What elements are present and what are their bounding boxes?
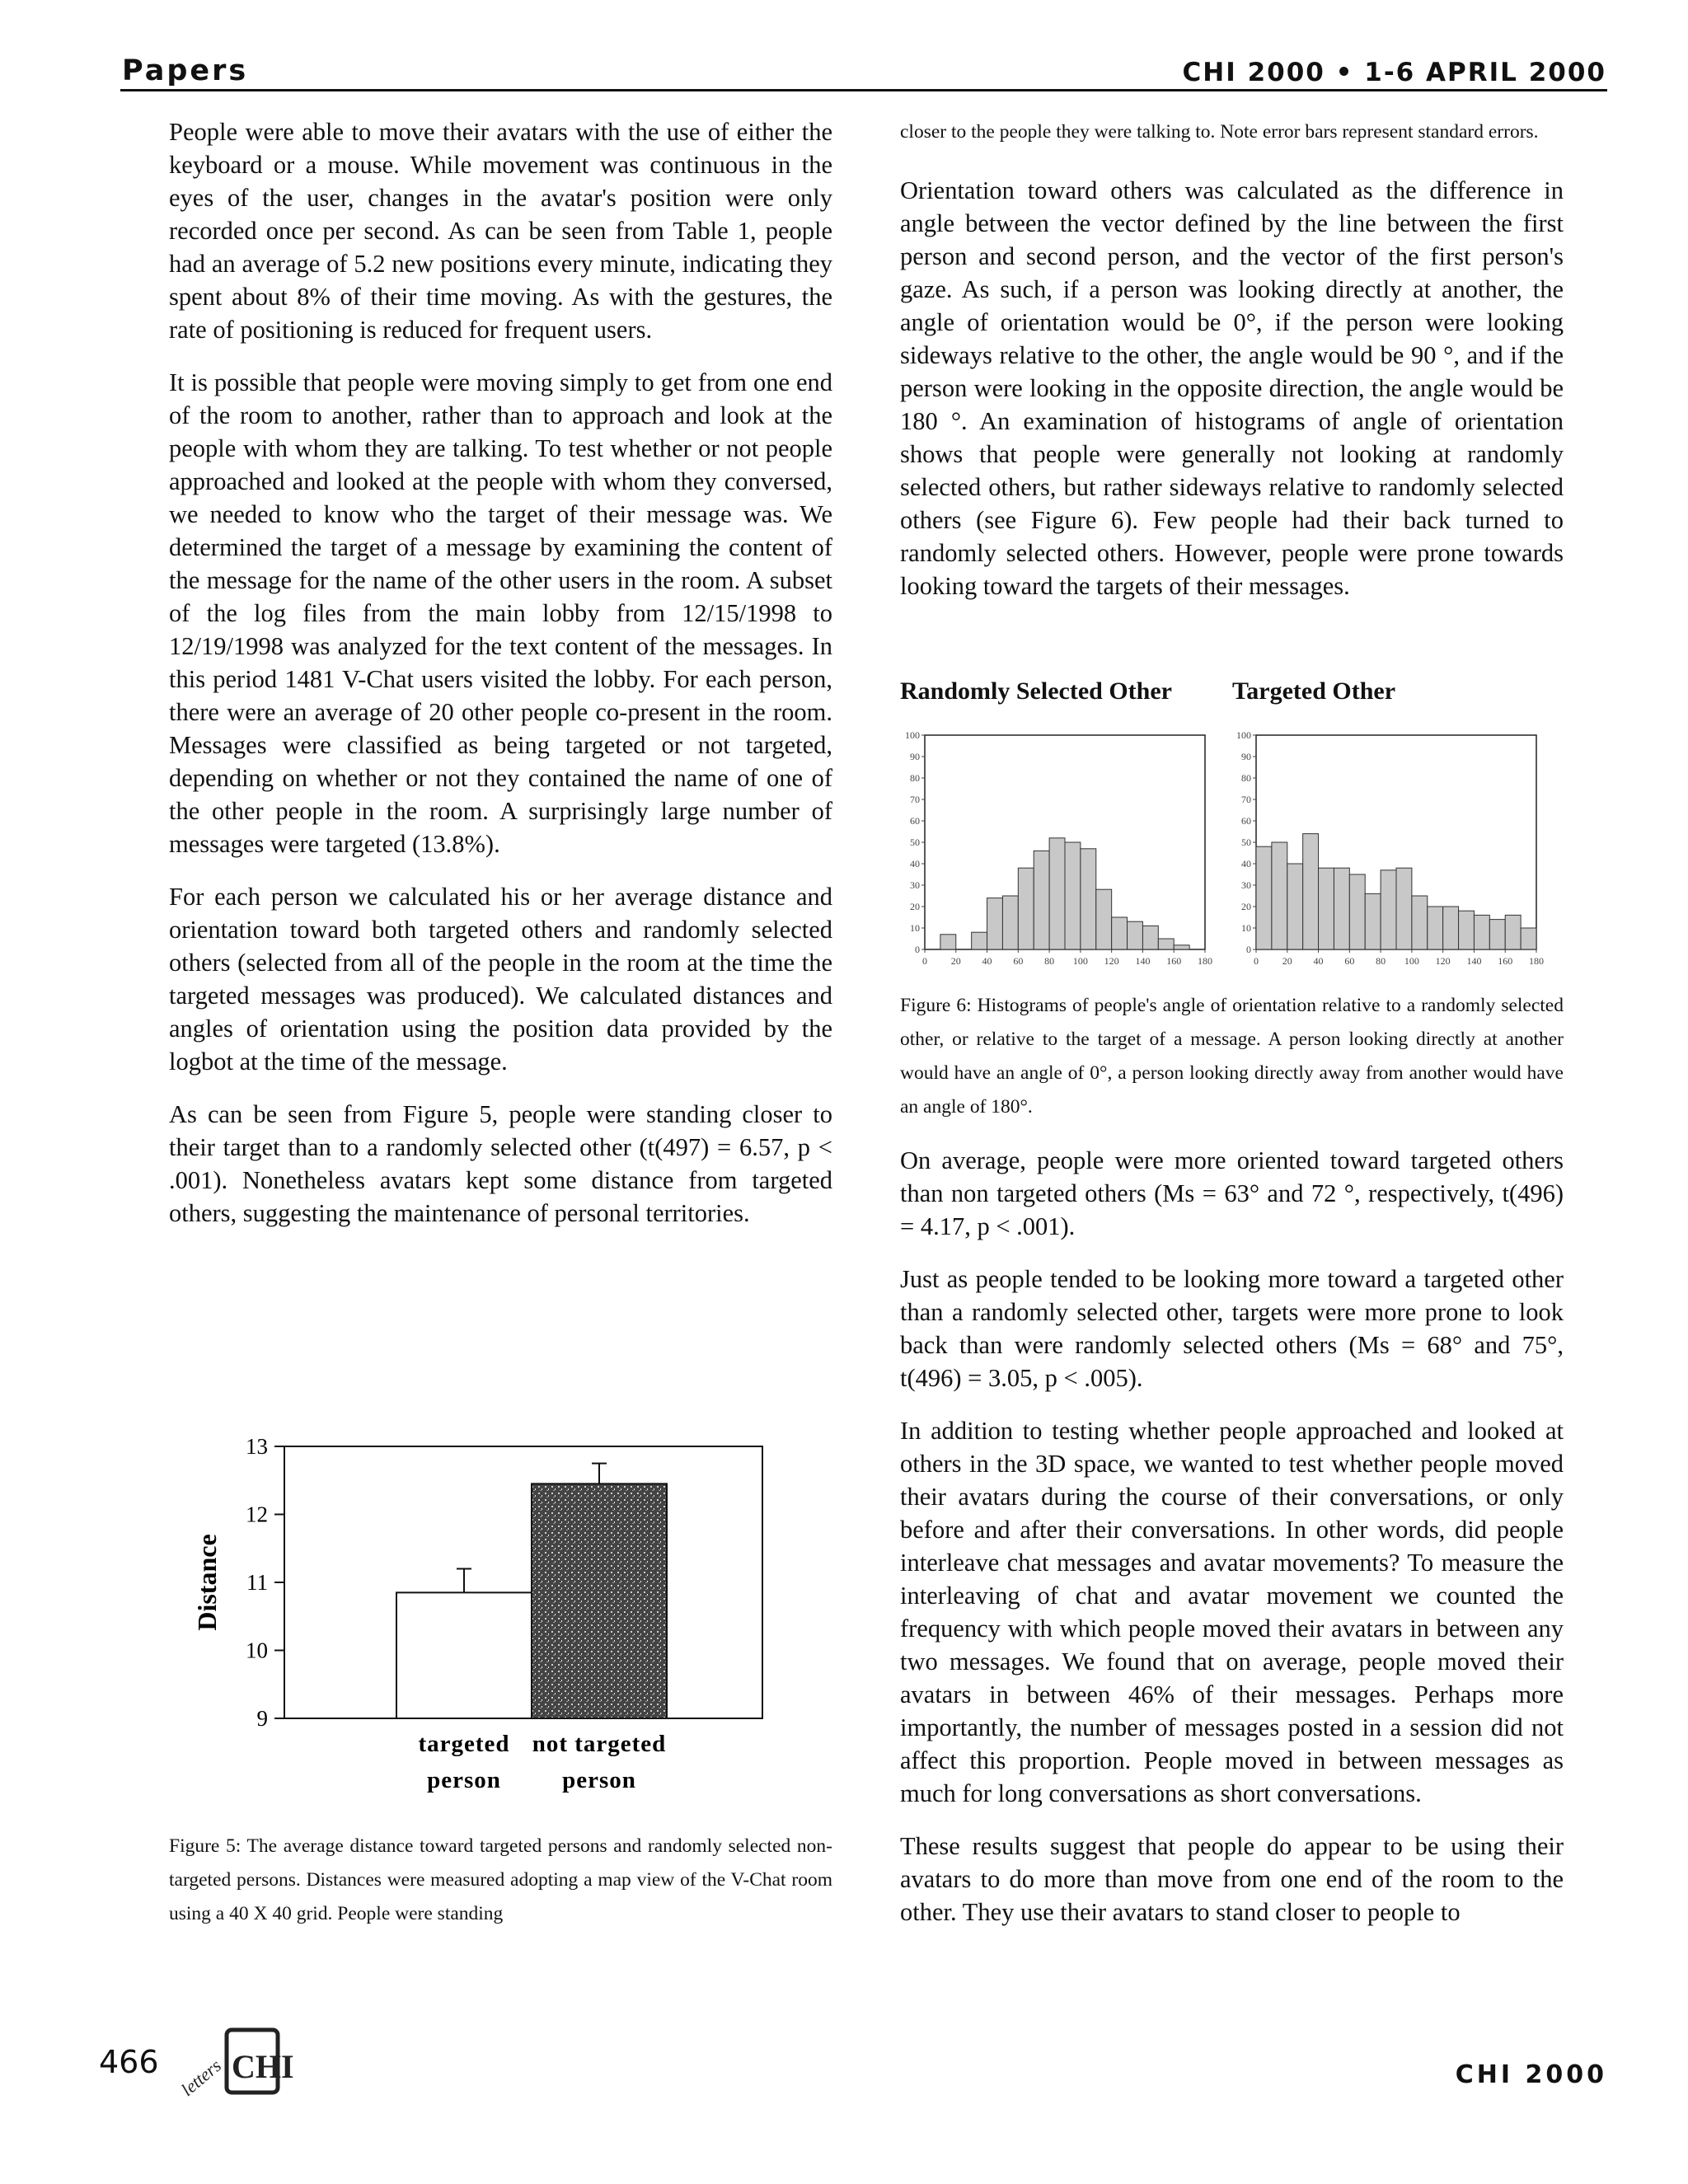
conference-label: CHI 2000 • 1-6 APRIL 2000 [1182, 58, 1606, 87]
histogram-bar [1459, 911, 1475, 949]
x-tick-label: 120 [1104, 955, 1119, 967]
y-tick-label: 100 [1236, 729, 1251, 741]
figure6-histogram-random [900, 725, 1230, 972]
histogram-bar [1412, 896, 1428, 949]
bar [396, 1592, 532, 1718]
x-tick-label: 100 [1072, 955, 1088, 967]
left-column [169, 115, 832, 1249]
y-tick-label: 100 [905, 729, 920, 741]
y-tick-label: 40 [1241, 858, 1251, 869]
x-tick-label: 160 [1498, 955, 1513, 967]
paragraph: Orientation toward others was calculated as the difference in angle between the vector defined by the line between the first person and second person, and the vector of the first person's gaze. As such, if a person was looking directly at another, the angle of orientation would be 0°, if the person were looking sideways relative to the other, the angle would be 90 °, and if the person were looking in the opposite direction, the angle would be 180 °. An examination of histograms of angle of orientation shows that people were generally not looking at randomly selected others, but rather sideways relative to randomly selected others (see Figure 6). Few people had their back turned to randomly selected others. However, people were prone towards looking toward the targets of their messages. [900, 176, 1564, 600]
histogram-bar [1521, 928, 1536, 949]
y-tick-label: 12 [246, 1502, 268, 1527]
histogram-bar [1489, 920, 1505, 949]
x-tick-label: 80 [1376, 955, 1386, 967]
histogram-bar [1065, 842, 1081, 949]
histogram-bar [1287, 864, 1303, 949]
histogram-bar [1303, 834, 1319, 949]
x-category-label: not targeted [532, 1731, 667, 1757]
y-tick-label: 70 [1241, 794, 1251, 805]
y-tick-label: 60 [1241, 815, 1251, 827]
hist-title-targeted: Targeted Other [1232, 677, 1396, 705]
histogram-bar [1505, 915, 1521, 949]
histogram-bar [940, 935, 956, 949]
histogram-bar [1081, 849, 1096, 949]
y-tick-label: 90 [910, 751, 920, 762]
x-category-label: targeted [418, 1731, 510, 1757]
figure5-caption-continued: closer to the people they were talking to. Note error bars represent standard errors. [900, 121, 1539, 143]
x-tick-label: 120 [1435, 955, 1451, 967]
y-tick-label: 10 [910, 922, 920, 934]
svg-text:CHI: CHI [232, 2048, 294, 2085]
paragraph: Just as people tended to be looking more toward a targeted other than a randomly selected other, targets were more prone to look back than were randomly selected others (Ms = 68° and 75°, t(496) = 3.05, p < .005). [900, 1265, 1564, 1392]
paragraph: People were able to move their avatars with the use of either the keyboard or a mouse. While movement was continuous in the eyes of the user, changes in the avatar's position were only recorded once per second. As can be seen from Table 1, people had an average of 5.2 new positions every minute, indicating they spent about 8% of their time moving. As with the gestures, the rate of positioning is reduced for frequent users. [169, 118, 832, 344]
x-category-label: person [427, 1767, 501, 1793]
figure6-histogram-targeted [1231, 725, 1561, 972]
bar [532, 1483, 667, 1718]
section-label: Papers [122, 54, 249, 87]
paragraph: In addition to testing whether people approached and looked at others in the 3D space, we wanted to test whether people moved their avatars during the course of their conversations, or only before and after their conversations. In other words, did people interleave chat messages and avatar movements? To measure the interleaving of chat and avatar movement we counted the frequency with which people moved their avatars in between any two messages. We found that on average, people moved their avatars in between 46% of their messages. Perhaps more importantly, the number of messages posted in a session did not affect this proportion. People moved in between messages as much for long conversations as short conversations. [900, 1417, 1564, 1807]
right-column-top [900, 115, 1564, 622]
histogram-bar [1428, 907, 1443, 949]
x-tick-label: 180 [1198, 955, 1212, 967]
right-column-bottom [900, 989, 1564, 1948]
svg-text:letters: letters [176, 2055, 225, 2101]
histogram-bar [1272, 842, 1287, 949]
y-tick-label: 11 [246, 1570, 268, 1595]
paragraph: On average, people were more oriented toward targeted others than non targeted others (Ms = 63° and 72 °, respectively, t(496) = 4.17, p < .001). [900, 1146, 1564, 1240]
y-tick-label: 30 [910, 879, 920, 891]
y-tick-label: 0 [915, 944, 920, 955]
y-tick-label: 70 [910, 794, 920, 805]
paragraph: It is possible that people were moving simply to get from one end of the room to another, rather than to approach and look at the people with whom they are talking. To test whether or not people approached and looked at the people with whom they conversed, we needed to know who the target of their message was. We determined the target of a message by examining the content of the message for the name of the other users in the room. A subset of the log files from the main lobby from 12/15/1998 to 12/19/1998 was analyzed for the text content of the messages. In this period 1481 V-Chat users visited the lobby. For each person, there were an average of 20 other people co-present in the room. Messages were classified as being targeted or not targeted, depending on whether or not they contained the name of one of the other people in the room. A surprisingly large number of messages were targeted (13.8%). [169, 368, 832, 858]
page-number: 466 [99, 2044, 159, 2080]
histogram-bar [1256, 846, 1272, 949]
histogram-bar [1096, 889, 1112, 949]
y-tick-label: 40 [910, 858, 920, 869]
y-tick-label: 80 [1241, 772, 1251, 784]
paragraph: For each person we calculated his or her average distance and orientation toward both targeted others and randomly selected others (selected from all of the people in the room at the time the targeted messages was produced). We calculated distances and angles of orientation using the position data provided by the logbot at the time of the message. [169, 883, 832, 1076]
x-tick-label: 0 [1254, 955, 1259, 967]
histogram-bar [1018, 868, 1034, 949]
figure5-chart [181, 1426, 824, 1805]
histogram-bar [1158, 939, 1174, 949]
histogram-bar [1319, 868, 1334, 949]
histogram-bar [1034, 851, 1049, 949]
histogram-bar [1112, 917, 1128, 949]
x-category-label: person [562, 1767, 636, 1793]
y-tick-label: 60 [910, 815, 920, 827]
x-tick-label: 80 [1044, 955, 1055, 967]
y-tick-label: 20 [910, 901, 920, 912]
histogram-bar [1365, 893, 1381, 949]
y-tick-label: 80 [910, 772, 920, 784]
y-tick-label: 50 [910, 837, 920, 848]
histogram-bar [1474, 915, 1489, 949]
histogram-bar [1381, 870, 1396, 949]
y-tick-label: 30 [1241, 879, 1251, 891]
histogram-bar [1443, 907, 1459, 949]
hist-title-random: Randomly Selected Other [900, 677, 1172, 705]
y-tick-label: 0 [1246, 944, 1251, 955]
x-tick-label: 160 [1166, 955, 1182, 967]
header-rule [120, 89, 1607, 91]
histogram-bar [1049, 838, 1065, 949]
histogram-bar [1349, 874, 1365, 949]
histogram-bar [1002, 896, 1018, 949]
histogram-bar [1142, 926, 1158, 949]
y-axis-label: Distance [192, 1534, 222, 1631]
y-tick-label: 10 [1241, 922, 1251, 934]
x-tick-label: 60 [1344, 955, 1355, 967]
histogram-bar [972, 932, 987, 949]
histogram-bar [987, 898, 1003, 949]
y-tick-label: 10 [246, 1638, 268, 1663]
letters-chi-logo [176, 2023, 294, 2101]
x-tick-label: 100 [1404, 955, 1419, 967]
paragraph: As can be seen from Figure 5, people were standing closer to their target than to a randomly selected other (t(497) = 6.57, p < .001). Nonetheless avatars kept some distance from targeted others, suggesting the maintenance of personal territories. [169, 1100, 832, 1227]
x-tick-label: 40 [1313, 955, 1324, 967]
x-tick-label: 20 [950, 955, 961, 967]
x-tick-label: 140 [1135, 955, 1151, 967]
x-tick-label: 40 [982, 955, 992, 967]
x-tick-label: 0 [922, 955, 927, 967]
y-tick-label: 13 [246, 1434, 268, 1459]
x-tick-label: 20 [1282, 955, 1292, 967]
histogram-bar [1174, 945, 1189, 949]
figure6-caption: Figure 6: Histograms of people's angle of orientation relative to a randomly selected other, or relative to the target of a message. A person looking directly at another would have an angle of 0°, a person looking directly away from another would have an angle of 180°. [900, 995, 1564, 1118]
y-tick-label: 50 [1241, 837, 1251, 848]
histogram-bar [1334, 868, 1349, 949]
x-tick-label: 60 [1013, 955, 1024, 967]
y-tick-label: 20 [1241, 901, 1251, 912]
paragraph: These results suggest that people do appear to be using their avatars to do more than move from one end of the room to the other. They use their avatars to stand closer to people to [900, 1832, 1564, 1926]
histogram-bar [1128, 921, 1143, 949]
y-tick-label: 9 [256, 1706, 268, 1731]
histogram-bar [1396, 868, 1412, 949]
footer-brand: CHI 2000 [1455, 2060, 1607, 2089]
x-tick-label: 140 [1466, 955, 1482, 967]
x-tick-label: 180 [1529, 955, 1544, 967]
y-tick-label: 90 [1241, 751, 1251, 762]
figure5-caption: Figure 5: The average distance toward targeted persons and randomly selected non-targeted persons. Distances were measured adopting a map view of the V-Chat room using a 40 X 40 grid. People were standing [169, 1835, 832, 1924]
